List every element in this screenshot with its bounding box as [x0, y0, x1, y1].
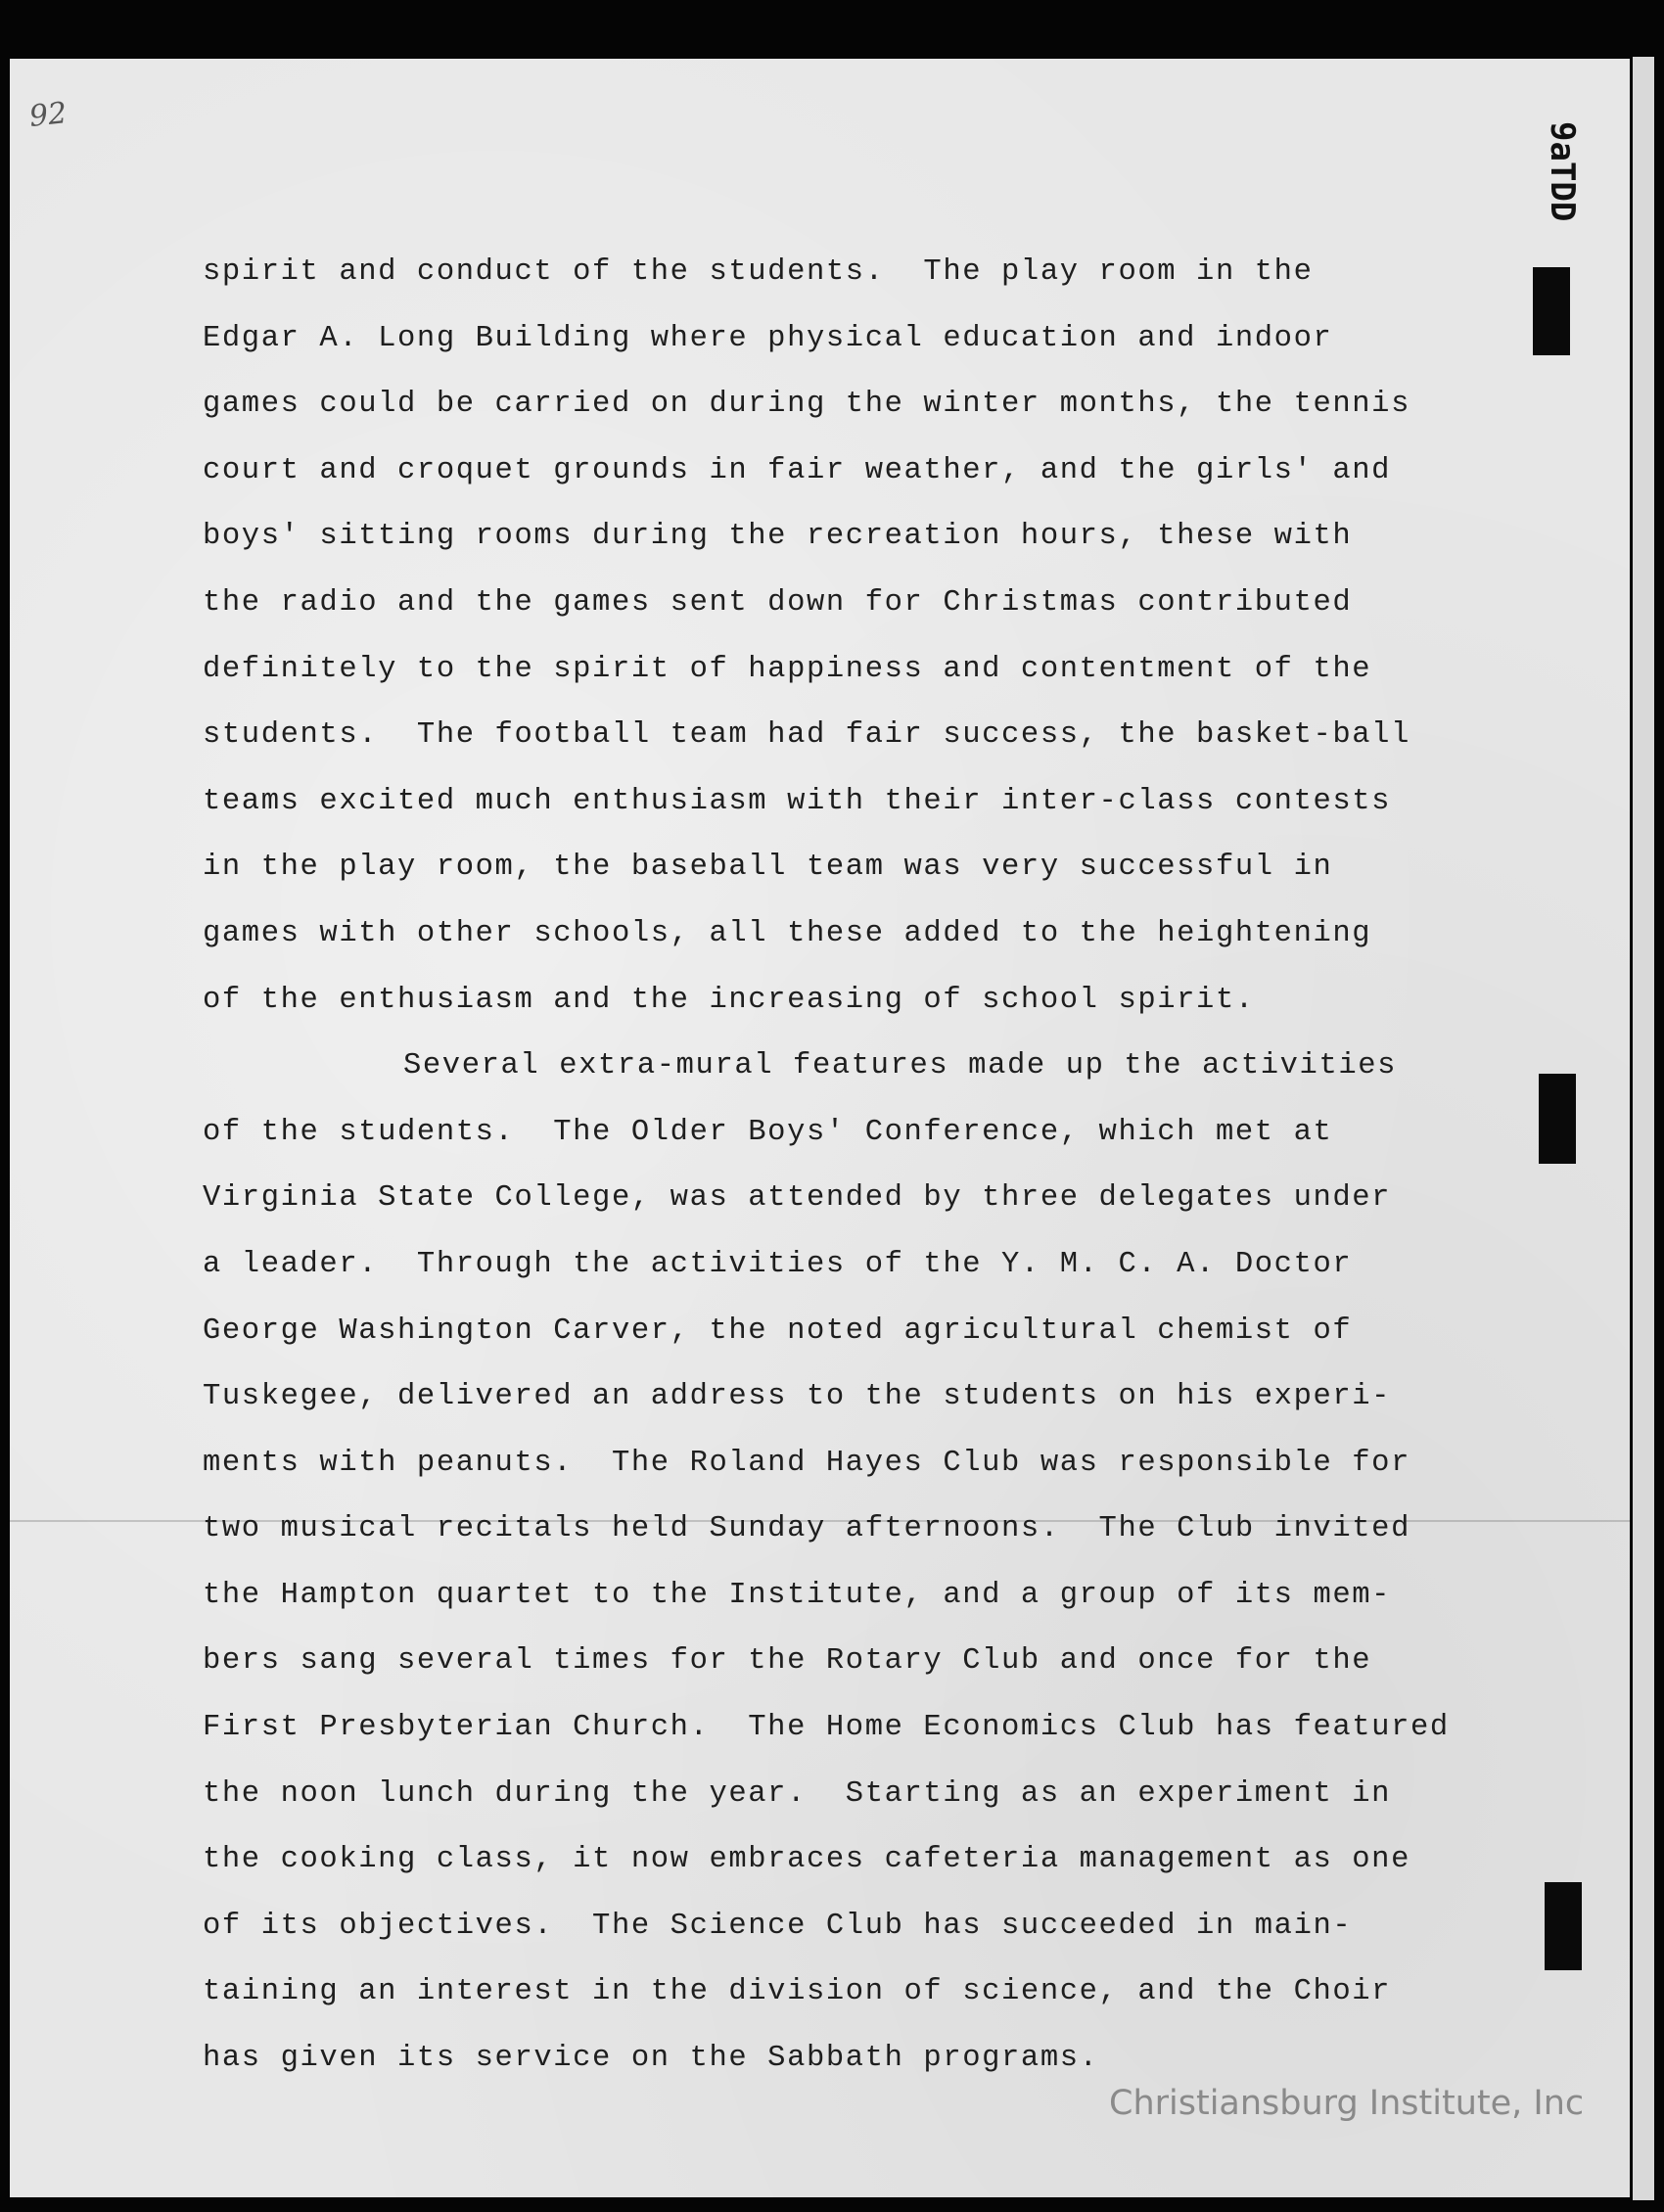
text-line: in the play room, the baseball team was very successful in [203, 851, 1333, 885]
text-line: boys' sitting rooms during the recreation hours, these with [203, 520, 1353, 554]
watermark: Christiansburg Institute, Inc [1109, 2084, 1585, 2123]
text-line: of the enthusiasm and the increasing of school spirit. [203, 983, 1255, 1017]
text-line: spirit and conduct of the students. The play room in the [203, 255, 1314, 289]
paragraph-start-line: Several extra-mural features made up the activities [403, 1049, 1398, 1083]
text-line: of its objectives. The Science Club has succeeded in main- [203, 1909, 1353, 1943]
text-line: definitely to the spirit of happiness and contentment of the [203, 652, 1372, 686]
text-line: the radio and the games sent down for Christmas contributed [203, 585, 1353, 620]
handwritten-page-number: 92 [27, 96, 69, 134]
film-stamp: 9aTDD [1543, 121, 1582, 222]
film-marker-bottom [1545, 1882, 1582, 1970]
text-line: two musical recitals held Sunday afternoons. The Club invited [203, 1512, 1410, 1546]
text-line: teams excited much enthusiasm with their inter-class contests [203, 784, 1392, 818]
text-line: games could be carried on during the winter months, the tennis [203, 388, 1410, 422]
text-line: bers sang several times for the Rotary Club and once for the [203, 1644, 1372, 1679]
text-line: First Presbyterian Church. The Home Economics Club has featured [203, 1711, 1450, 1745]
text-line: the cooking class, it now embraces cafeteria management as one [203, 1843, 1410, 1877]
text-line: the Hampton quartet to the Institute, and a group of its mem- [203, 1578, 1392, 1612]
text-line: games with other schools, all these added to the heightening [203, 916, 1372, 950]
text-line: Tuskegee, delivered an address to the students on his experi- [203, 1380, 1392, 1414]
film-marker-top [1533, 267, 1570, 355]
film-marker-middle [1539, 1074, 1576, 1164]
typed-body-text [203, 240, 1475, 2093]
text-line: students. The football team had fair success, the basket-ball [203, 718, 1410, 753]
text-line: Virginia State College, was attended by three delegates under [203, 1181, 1392, 1216]
text-line: taining an interest in the division of science, and the Choir [203, 1975, 1392, 2009]
text-line: George Washington Carver, the noted agricultural chemist of [203, 1313, 1353, 1348]
text-line: of the students. The Older Boys' Conference, which met at [203, 1115, 1333, 1149]
text-line: the noon lunch during the year. Starting as an experiment in [203, 1776, 1392, 1811]
text-line: court and croquet grounds in fair weather, and the girls' and [203, 453, 1392, 487]
text-line: a leader. Through the activities of the Y. M. C. A. Doctor [203, 1247, 1353, 1281]
text-line: ments with peanuts. The Roland Hayes Club was responsible for [203, 1446, 1410, 1480]
adjacent-page-edge [1633, 57, 1654, 2200]
text-line: Edgar A. Long Building where physical education and indoor [203, 321, 1333, 355]
text-line: has given its service on the Sabbath programs. [203, 2042, 1099, 2076]
